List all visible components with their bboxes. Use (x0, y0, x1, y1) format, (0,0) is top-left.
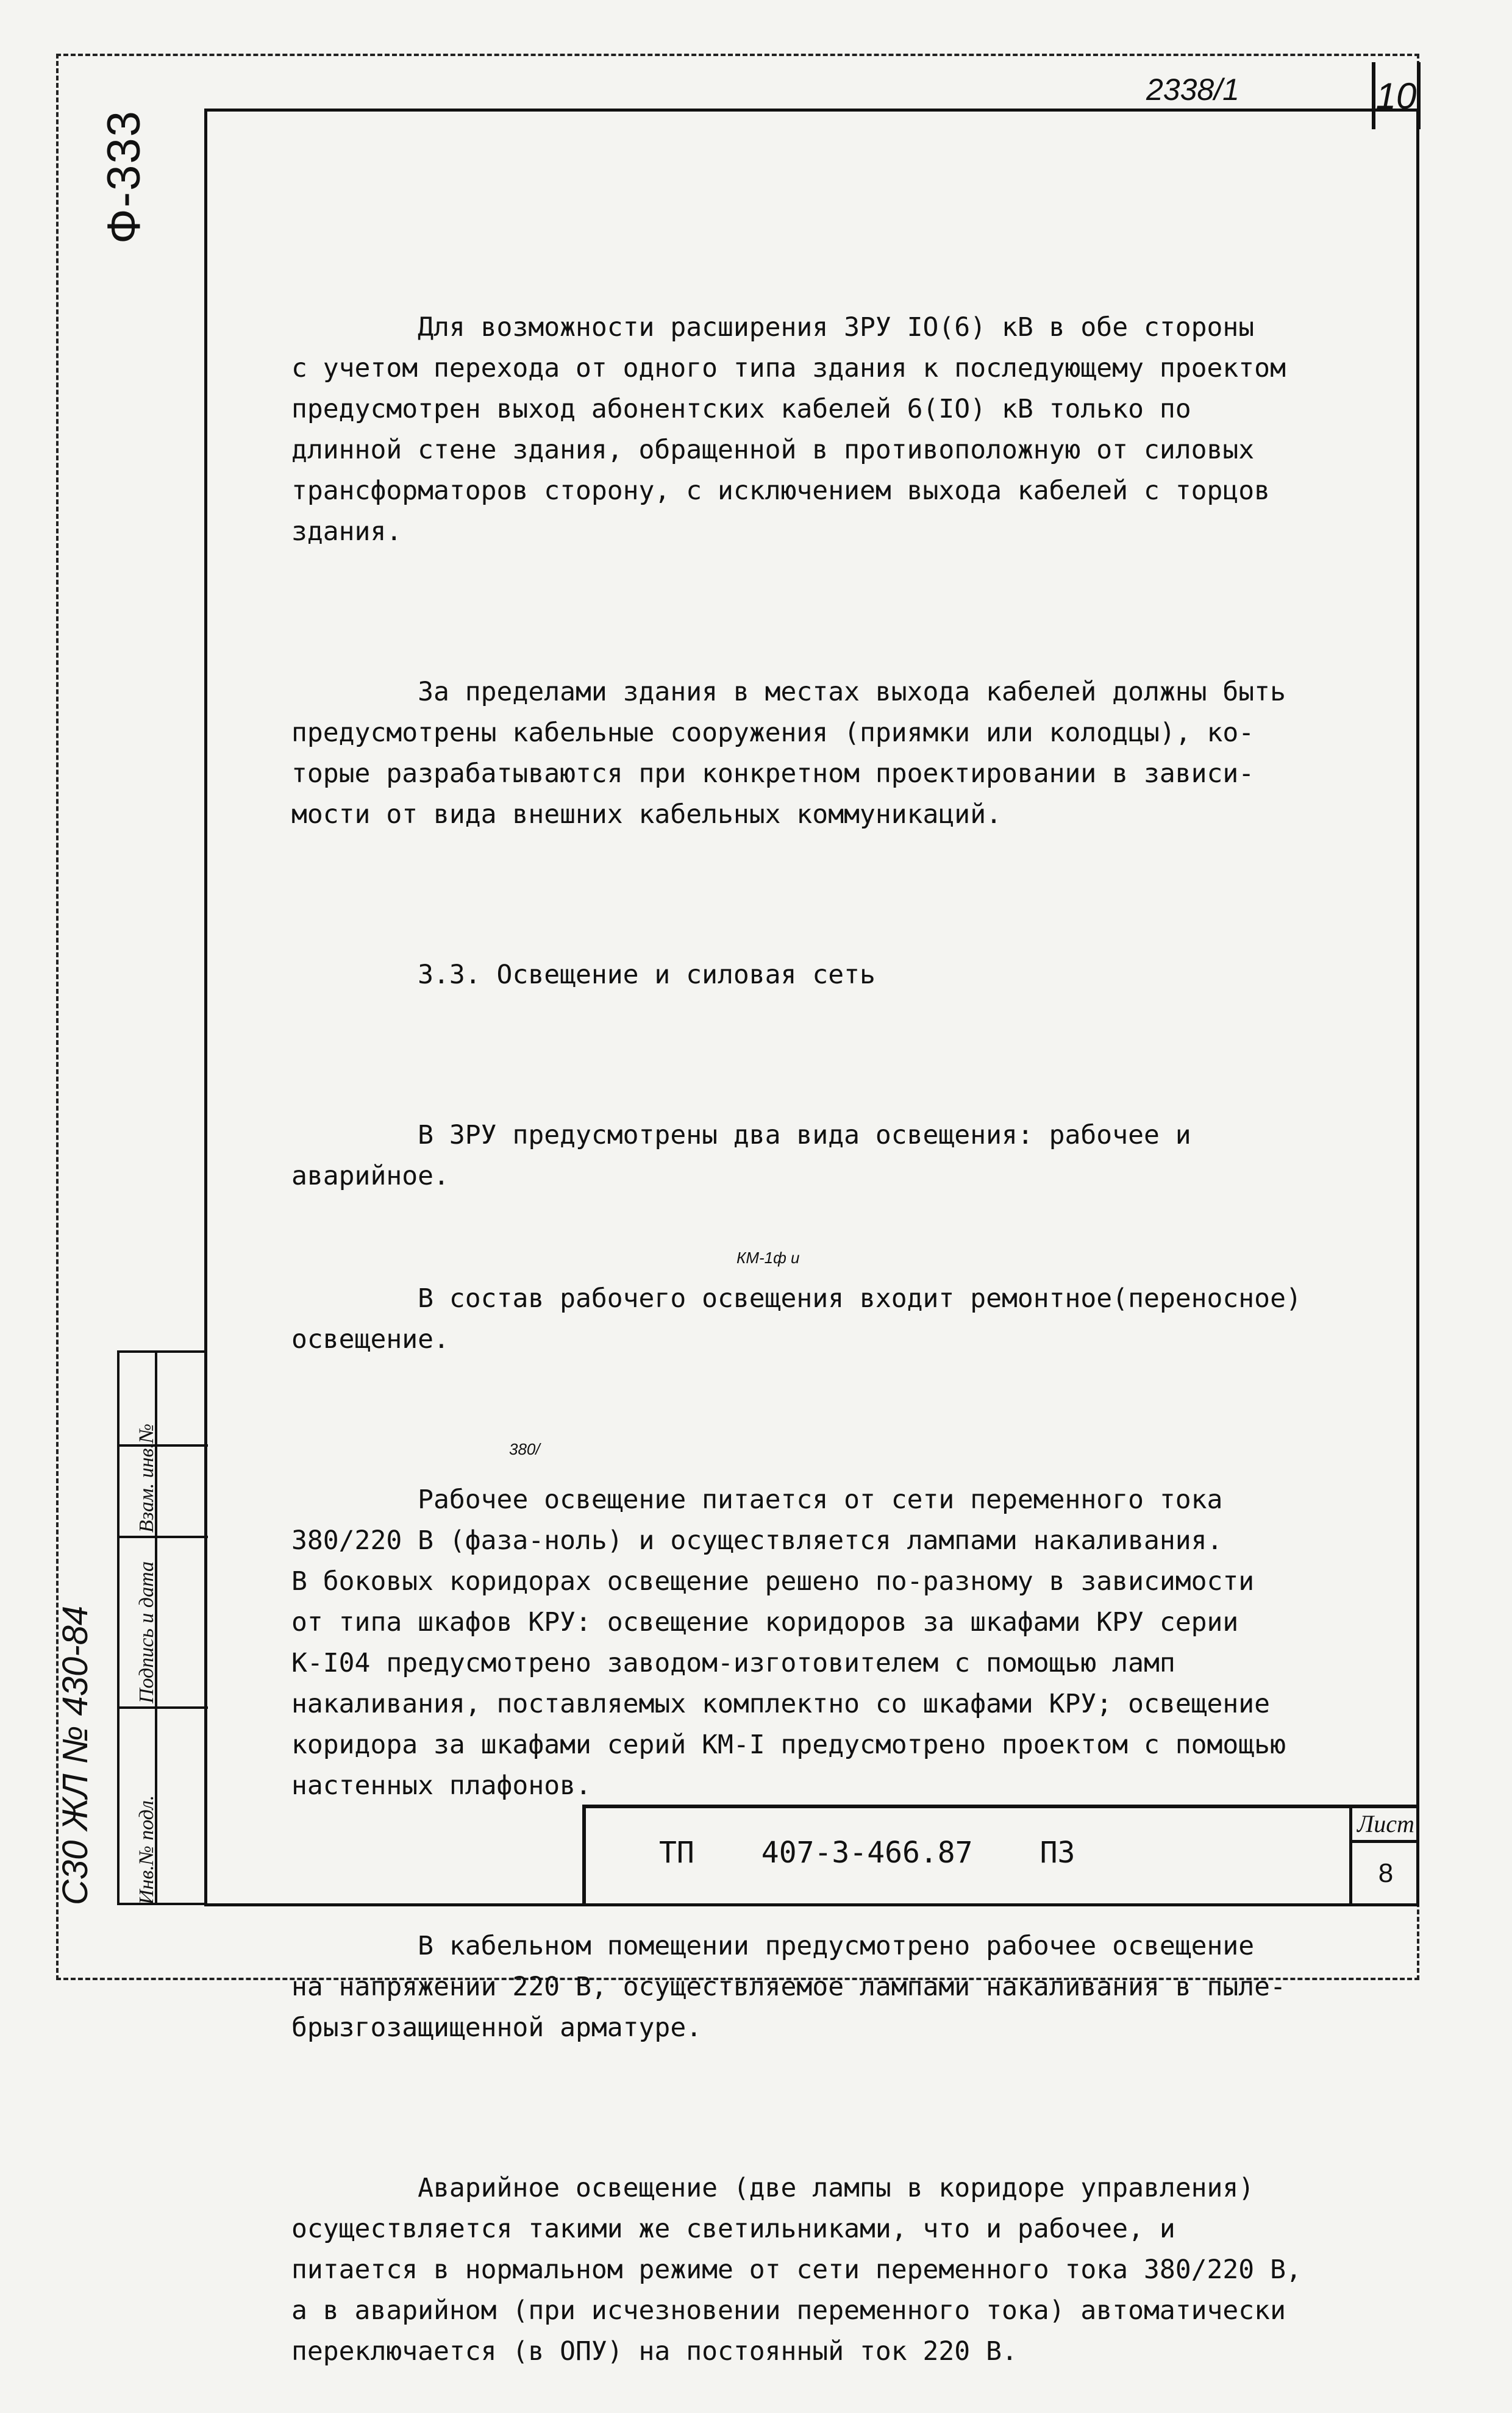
document-body (291, 226, 1401, 2413)
sheet-label: Лист (1352, 1808, 1419, 1843)
side-row-divider (119, 1536, 208, 1538)
paragraph-3: В ЗРУ предусмотрены два вида освещения: рабочее и аварийное. (291, 1120, 1191, 1191)
side-row-divider (119, 1444, 208, 1447)
form-code: Ф-333 (98, 110, 150, 244)
sheet-cell (1349, 1808, 1419, 1906)
paragraph-4: В состав рабочего освещения входит ремонтное(переносное) освещение. (291, 1283, 1302, 1355)
side-row-divider (119, 1706, 208, 1709)
side-label-signature: Подпись и дата (135, 1561, 158, 1703)
page-corner-number: 10 (1372, 62, 1421, 129)
side-stamp-table (117, 1350, 205, 1905)
handwritten-voltage-note: 380/ (509, 1440, 540, 1458)
paragraph-2: За пределами здания в местах выхода кабелей должны быть предусмотрены кабельные сооружения (приямки или колодцы), ко- торые разрабатываются при конкретном проектировании в зависи- мости от вида внешних кабельных коммуникаций. (291, 677, 1286, 830)
paragraph-5: Рабочее освещение питается от сети переменного тока 380/220 В (фаза-ноль) и осуществляется лампами накаливания. В боковых коридорах освещение решено по-разному в зависимости от типа шкафов КРУ: освещение коридоров за шкафами КРУ серии К-I04 предусмотрено заводом-изготовителем с помощью ламп накаливания, поставляемых комплектно со шкафами КРУ; освещение коридора за шкафами серий КМ-I предусмотрено проектом с помощью настенных плафонов. (291, 1485, 1286, 1801)
handwritten-km-note: КМ-1ф и (736, 1249, 800, 1267)
title-prefix: ТП (659, 1836, 694, 1870)
paragraph-1: Для возможности расширения ЗРУ IO(6) кВ в обе стороны с учетом перехода от одного типа здания к последующему проектом предусмотрен выход абонентских кабелей 6(IO) кВ только по длинной стене здания, обращенной в противоположную от силовых трансформаторов сторону, с исключением выхода кабелей с торцов здания. (291, 312, 1286, 547)
sheet-number: 8 (1378, 1858, 1394, 1888)
section-heading: 3.3. Освещение и силовая сеть (291, 960, 875, 990)
title-block (582, 1805, 1419, 1906)
stamp-number: 2338/1 (1146, 73, 1239, 107)
title-row (659, 1836, 1075, 1870)
paragraph-6: В кабельном помещении предусмотрено рабочее освещение на напряжении 220 В, осуществляемое лампами накаливания в пыле- брызгозащищенной арматуре. (291, 1931, 1286, 2043)
document-type: ПЗ (1040, 1836, 1075, 1870)
side-label-replacement: Взам. инв.№ (135, 1424, 158, 1533)
document-code: 407-3-466.87 (761, 1836, 973, 1870)
side-label-inventory: Инв.№ подл. (135, 1795, 158, 1905)
paragraph-7: Аварийное освещение (две лампы в коридоре управления) осуществляется такими же светильниками, что и рабочее, и питается в нормальном режиме от сети переменного тока 380/220 В, а в аварийном (при исчезновении переменного тока) автоматически переключается (в ОПУ) на постоянный ток 220 В. (291, 2173, 1302, 2367)
archive-code: С30 ЖЛ № 430-84 (55, 1605, 95, 1905)
